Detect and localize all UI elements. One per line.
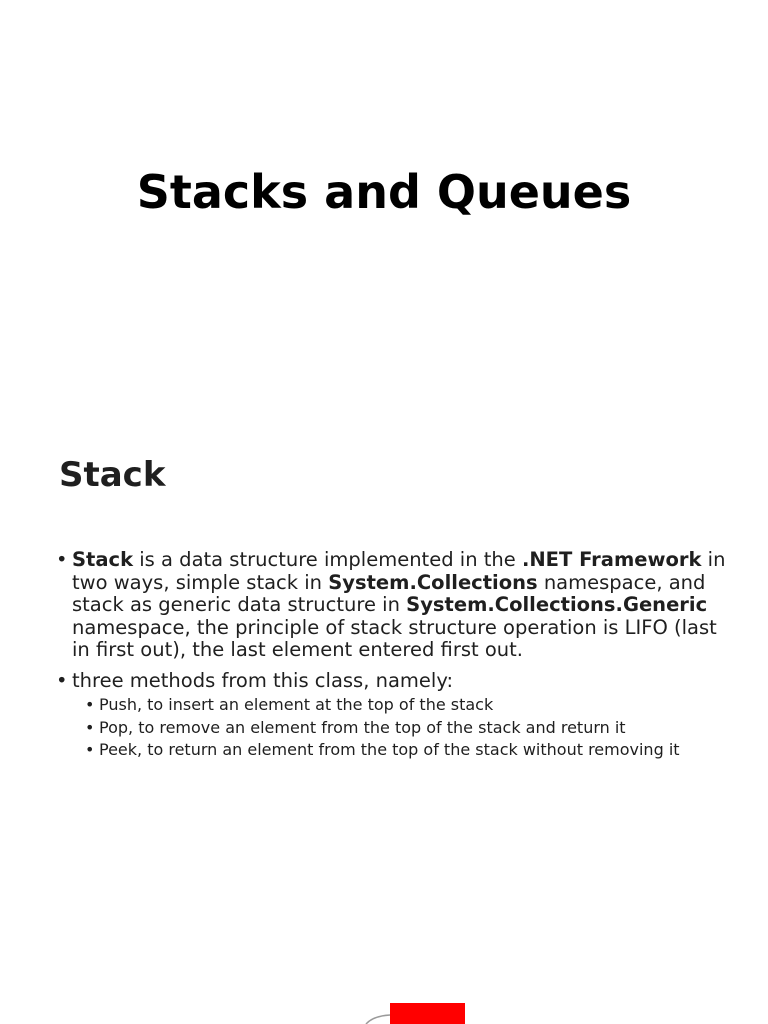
bullet-glyph: • bbox=[85, 717, 95, 737]
sub-bullet-push bbox=[85, 695, 736, 715]
term-dotnet-framework: .NET Framework bbox=[521, 548, 702, 571]
bullet-list bbox=[56, 549, 736, 763]
slide-title: Stacks and Queues bbox=[136, 165, 632, 219]
bullet-glyph: • bbox=[85, 740, 95, 759]
bullet-item-methods bbox=[56, 670, 736, 693]
bullet-glyph: • bbox=[56, 668, 68, 692]
bullet-glyph: • bbox=[56, 548, 68, 571]
bullet-text: namespace, and stack as generic data structure in bbox=[72, 570, 706, 616]
bullet-text: namespace, the principle of stack structure operation is LIFO (last in first out), the last element entered first out. bbox=[72, 615, 717, 661]
sub-bullet-text: Push, to insert an element at the top of the stack bbox=[99, 695, 494, 714]
bullet-glyph: • bbox=[85, 695, 95, 714]
section-heading: Stack bbox=[59, 455, 166, 495]
bullet-item-stack-definition bbox=[56, 549, 736, 662]
decorative-arc bbox=[365, 1014, 391, 1024]
methods-sub-list bbox=[56, 695, 736, 760]
red-accent-block bbox=[390, 1003, 465, 1024]
bullet-text: is a data structure implemented in the bbox=[133, 548, 522, 571]
sub-bullet-text: Pop, to remove an element from the top of the stack and return it bbox=[99, 717, 626, 737]
bullet-text: three methods from this class, namely: bbox=[72, 668, 454, 692]
term-stack: Stack bbox=[72, 548, 134, 571]
sub-bullet-peek bbox=[85, 740, 736, 760]
sub-bullet-pop bbox=[85, 718, 736, 738]
term-system-collections-generic: System.Collections.Generic bbox=[406, 593, 708, 616]
term-system-collections: System.Collections bbox=[328, 570, 538, 594]
bullet-text: in two ways, simple stack in bbox=[72, 548, 726, 594]
sub-bullet-text: Peek, to return an element from the top of the stack without removing it bbox=[99, 740, 680, 759]
